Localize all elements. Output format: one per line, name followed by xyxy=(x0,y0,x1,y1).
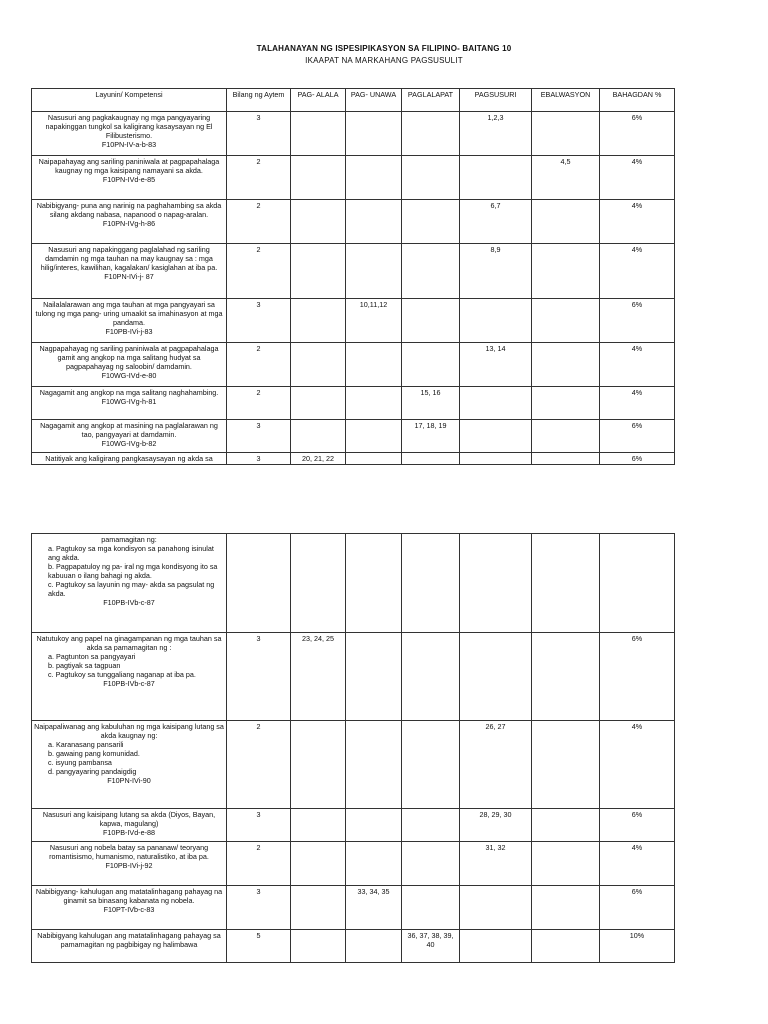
lapat-cell: 15, 16 xyxy=(402,387,460,420)
competency-cell xyxy=(32,633,227,721)
susuri-cell xyxy=(460,420,532,453)
lapat-cell xyxy=(402,299,460,343)
susuri-cell xyxy=(460,930,532,963)
competency-cell xyxy=(32,930,227,963)
table-body xyxy=(32,112,675,465)
pct-cell: 10% xyxy=(600,930,675,963)
competency-cell xyxy=(32,299,227,343)
unawa-cell xyxy=(346,244,402,299)
competency-text: Nasusuri ang pagkakaugnay ng mga pangyayaring napakinggan tungkol sa kaligirang kasaysayan ng El Filibusterismo. xyxy=(45,113,213,140)
ebal-cell xyxy=(532,387,600,420)
pct-cell: 6% xyxy=(600,420,675,453)
lapat-cell: 17, 18, 19 xyxy=(402,420,460,453)
lapat-cell xyxy=(402,842,460,886)
unawa-cell xyxy=(346,112,402,156)
ebal-cell xyxy=(532,842,600,886)
unawa-cell xyxy=(346,633,402,721)
table-body xyxy=(32,534,675,963)
competency-text: Nagagamit ang angkop na mga salitang naghahambing. xyxy=(39,388,219,397)
competency-cell xyxy=(32,244,227,299)
alala-cell xyxy=(291,420,346,453)
items-cell: 3 xyxy=(227,112,291,156)
table-row xyxy=(32,633,675,721)
ebal-cell xyxy=(532,721,600,809)
lapat-cell: 36, 37, 38, 39, 40 xyxy=(402,930,460,963)
alala-cell xyxy=(291,721,346,809)
alala-cell xyxy=(291,200,346,244)
competency-subitem: b. Pagpapatuloy ng pa- iral ng mga kondisyong ito sa kabuuan o ilang bahagi ng akda. xyxy=(48,562,218,580)
competency-cell xyxy=(32,112,227,156)
susuri-cell: 13, 14 xyxy=(460,343,532,387)
competency-text: Nasusuri ang nobela batay sa pananaw/ teoryang romantisismo, humanismo, naturalistiko, at iba pa. xyxy=(49,843,209,861)
table-row xyxy=(32,534,675,633)
column-header: Bilang ng Aytem xyxy=(227,89,291,112)
specification-table-part-1 xyxy=(31,88,675,465)
unawa-cell xyxy=(346,200,402,244)
alala-cell: 23, 24, 25 xyxy=(291,633,346,721)
ebal-cell xyxy=(532,343,600,387)
competency-code: F10PB-IVi-j-83 xyxy=(105,327,153,336)
alala-cell xyxy=(291,842,346,886)
lapat-cell xyxy=(402,343,460,387)
document-subtitle: IKAAPAT NA MARKAHANG PAGSUSULIT xyxy=(305,56,463,65)
ebal-cell xyxy=(532,200,600,244)
alala-cell xyxy=(291,886,346,930)
items-cell: 2 xyxy=(227,156,291,200)
competency-text: Nabibigyang kahulugan ang matatalinhagang pahayag sa pamamagitan ng pagbibigay ng halimbawa xyxy=(37,931,221,949)
competency-text: Naipapaliwanag ang kabuluhan ng mga kaisipang lutang sa akda kaugnay ng: xyxy=(34,722,224,740)
table-row xyxy=(32,299,675,343)
competency-subitem: b. gawaing pang komunidad. xyxy=(48,749,140,758)
lapat-cell xyxy=(402,721,460,809)
table-row xyxy=(32,886,675,930)
alala-cell xyxy=(291,112,346,156)
items-cell: 2 xyxy=(227,721,291,809)
competency-cell xyxy=(32,809,227,842)
items-cell: 2 xyxy=(227,842,291,886)
items-cell: 3 xyxy=(227,453,291,465)
susuri-cell: 28, 29, 30 xyxy=(460,809,532,842)
pct-cell xyxy=(600,534,675,633)
alala-cell xyxy=(291,930,346,963)
pct-cell: 6% xyxy=(600,112,675,156)
ebal-cell xyxy=(532,453,600,465)
susuri-cell: 8,9 xyxy=(460,244,532,299)
lapat-cell xyxy=(402,200,460,244)
unawa-cell xyxy=(346,842,402,886)
ebal-cell xyxy=(532,930,600,963)
table-row xyxy=(32,721,675,809)
competency-text: Naipapahayag ang sariling paniniwala at pagpapahalaga kaugnay ng mga kaisipang namayani sa akda. xyxy=(38,157,220,175)
competency-text: pamamagitan ng: xyxy=(101,535,157,544)
items-cell: 3 xyxy=(227,420,291,453)
competency-cell xyxy=(32,534,227,633)
items-cell: 2 xyxy=(227,200,291,244)
lapat-cell xyxy=(402,453,460,465)
competency-cell xyxy=(32,343,227,387)
competency-code: F10PT-IVb-c-83 xyxy=(103,905,155,914)
competency-code: F10PN-IV-a-b-83 xyxy=(101,140,157,149)
table-row xyxy=(32,244,675,299)
competency-code: F10PN-IVi-90 xyxy=(107,776,151,785)
pct-cell: 6% xyxy=(600,886,675,930)
competency-code: F10WG-IVd-e-80 xyxy=(101,371,157,380)
competency-code: F10PN-IVg-h-86 xyxy=(102,219,156,228)
unawa-cell xyxy=(346,930,402,963)
competency-cell xyxy=(32,721,227,809)
column-header: BAHAGDAN % xyxy=(600,89,675,112)
unawa-cell xyxy=(346,721,402,809)
competency-cell xyxy=(32,387,227,420)
susuri-cell: 1,2,3 xyxy=(460,112,532,156)
items-cell: 5 xyxy=(227,930,291,963)
column-header: PAGLALAPAT xyxy=(402,89,460,112)
unawa-cell xyxy=(346,453,402,465)
pct-cell: 4% xyxy=(600,343,675,387)
specification-table-part-2 xyxy=(31,533,675,963)
competency-code: F10PB-IVb-c-87 xyxy=(103,598,155,607)
competency-cell xyxy=(32,200,227,244)
alala-cell xyxy=(291,299,346,343)
pct-cell: 6% xyxy=(600,299,675,343)
alala-cell xyxy=(291,343,346,387)
competency-subitem: a. Karanasang pansarili xyxy=(48,740,124,749)
items-cell: 2 xyxy=(227,343,291,387)
ebal-cell xyxy=(532,244,600,299)
lapat-cell xyxy=(402,809,460,842)
unawa-cell: 33, 34, 35 xyxy=(346,886,402,930)
pct-cell: 6% xyxy=(600,809,675,842)
pct-cell: 4% xyxy=(600,842,675,886)
competency-cell xyxy=(32,842,227,886)
competency-subitem: c. Pagtukoy sa tunggaliang naganap at iba pa. xyxy=(48,670,196,679)
column-header: Layunin/ Kompetensi xyxy=(32,89,227,112)
competency-cell xyxy=(32,453,227,465)
competency-text: Nasusuri ang kaisipang lutang sa akda (Diyos, Bayan, kapwa, magulang) xyxy=(42,810,216,828)
items-cell: 3 xyxy=(227,886,291,930)
table-row xyxy=(32,809,675,842)
competency-text: Nabibigyang- kahulugan ang matatalinhagang pahayag na ginamit sa binasang kabanata ng nobela. xyxy=(35,887,223,905)
column-header: PAG- ALALA xyxy=(291,89,346,112)
lapat-cell xyxy=(402,244,460,299)
competency-code: F10WG-IVg-b-82 xyxy=(101,439,157,448)
column-header: EBALWASYON xyxy=(532,89,600,112)
susuri-cell xyxy=(460,534,532,633)
competency-cell xyxy=(32,420,227,453)
competency-text: Nailalalarawan ang mga tauhan at mga pangyayari sa tulong ng mga pang- uring umaakit sa imahinasyon at mga pandama. xyxy=(35,300,223,327)
items-cell: 2 xyxy=(227,387,291,420)
susuri-cell xyxy=(460,633,532,721)
ebal-cell: 4,5 xyxy=(532,156,600,200)
competency-code: F10WG-IVg-h-81 xyxy=(101,397,157,406)
items-cell: 3 xyxy=(227,633,291,721)
susuri-cell xyxy=(460,453,532,465)
items-cell: 2 xyxy=(227,244,291,299)
competency-subitem: d. pangyayaring pandaigdig xyxy=(48,767,137,776)
competency-text: Nasusuri ang napakinggang paglalahad ng sariling damdamin ng mga tauhan na may kaugnay sa : mga hilig/interes, kawilihan, kagalakan/ kasiglahan at iba pa. xyxy=(40,245,218,272)
competency-subitem: c. isyung pambansa xyxy=(48,758,112,767)
alala-cell xyxy=(291,156,346,200)
unawa-cell xyxy=(346,156,402,200)
ebal-cell xyxy=(532,886,600,930)
competency-text: Natutukoy ang papel na ginagampanan ng mga tauhan sa akda sa pamamagitan ng : xyxy=(36,634,222,652)
items-cell xyxy=(227,534,291,633)
alala-cell: 20, 21, 22 xyxy=(291,453,346,465)
pct-cell: 4% xyxy=(600,387,675,420)
competency-code: F10PB-IVb-c-87 xyxy=(103,679,155,688)
competency-text: Nabibigyang- puna ang narinig na paghahambing sa akda silang akdang nabasa, napanood o napag-aralan. xyxy=(36,201,222,219)
table-row xyxy=(32,112,675,156)
items-cell: 3 xyxy=(227,809,291,842)
competency-subitem: a. Pagtukoy sa mga kondisyon sa panahong isinulat ang akda. xyxy=(48,544,214,562)
pct-cell: 4% xyxy=(600,200,675,244)
table-row xyxy=(32,387,675,420)
susuri-cell xyxy=(460,299,532,343)
unawa-cell xyxy=(346,534,402,633)
susuri-cell xyxy=(460,387,532,420)
table-row xyxy=(32,156,675,200)
ebal-cell xyxy=(532,299,600,343)
pct-cell: 6% xyxy=(600,453,675,465)
alala-cell xyxy=(291,244,346,299)
alala-cell xyxy=(291,387,346,420)
competency-code: F10PN-IVi-j- 87 xyxy=(104,272,154,281)
table-row xyxy=(32,200,675,244)
lapat-cell xyxy=(402,534,460,633)
competency-code: F10PN-IVd-e-85 xyxy=(102,175,156,184)
alala-cell xyxy=(291,809,346,842)
competency-subitem: a. Pagtunton sa pangyayari xyxy=(48,652,136,661)
table-row xyxy=(32,343,675,387)
competency-code: F10PB-IVd-e-88 xyxy=(103,828,155,837)
pct-cell: 4% xyxy=(600,156,675,200)
column-header: PAG- UNAWA xyxy=(346,89,402,112)
susuri-cell: 6,7 xyxy=(460,200,532,244)
ebal-cell xyxy=(532,633,600,721)
lapat-cell xyxy=(402,633,460,721)
table-row xyxy=(32,842,675,886)
column-header: PAGSUSURI xyxy=(460,89,532,112)
items-cell: 3 xyxy=(227,299,291,343)
lapat-cell xyxy=(402,156,460,200)
competency-text: Natitiyak ang kaligirang pangkasaysayan ng akda sa xyxy=(45,454,213,463)
ebal-cell xyxy=(532,420,600,453)
competency-text: Nagagamit ang angkop at masining na paglalarawan ng tao, pangyayari at damdamin. xyxy=(40,421,218,439)
competency-cell xyxy=(32,886,227,930)
competency-text: Nagpapahayag ng sariling paniniwala at pagpapahalaga gamit ang angkop na mga salitang hudyat sa pagpapahayag ng saloobin/ damdamin. xyxy=(39,344,219,371)
pct-cell: 4% xyxy=(600,721,675,809)
competency-subitem: c. Pagtukoy sa layunin ng may- akda sa pagsulat ng akda. xyxy=(48,580,215,598)
unawa-cell: 10,11,12 xyxy=(346,299,402,343)
pct-cell: 4% xyxy=(600,244,675,299)
table-row xyxy=(32,420,675,453)
susuri-cell: 31, 32 xyxy=(460,842,532,886)
ebal-cell xyxy=(532,534,600,633)
ebal-cell xyxy=(532,809,600,842)
susuri-cell: 26, 27 xyxy=(460,721,532,809)
susuri-cell xyxy=(460,886,532,930)
unawa-cell xyxy=(346,420,402,453)
table-row xyxy=(32,930,675,963)
lapat-cell xyxy=(402,112,460,156)
competency-subitem: b. pagtiyak sa tagpuan xyxy=(48,661,121,670)
alala-cell xyxy=(291,534,346,633)
lapat-cell xyxy=(402,886,460,930)
table-row xyxy=(32,453,675,465)
unawa-cell xyxy=(346,809,402,842)
unawa-cell xyxy=(346,387,402,420)
competency-cell xyxy=(32,156,227,200)
unawa-cell xyxy=(346,343,402,387)
susuri-cell xyxy=(460,156,532,200)
table-header-row xyxy=(32,89,675,112)
ebal-cell xyxy=(532,112,600,156)
pct-cell: 6% xyxy=(600,633,675,721)
competency-code: F10PB-IVi-j-92 xyxy=(105,861,153,870)
document-title: TALAHANAYAN NG ISPESIPIKASYON SA FILIPINO- BAITANG 10 xyxy=(256,44,512,53)
